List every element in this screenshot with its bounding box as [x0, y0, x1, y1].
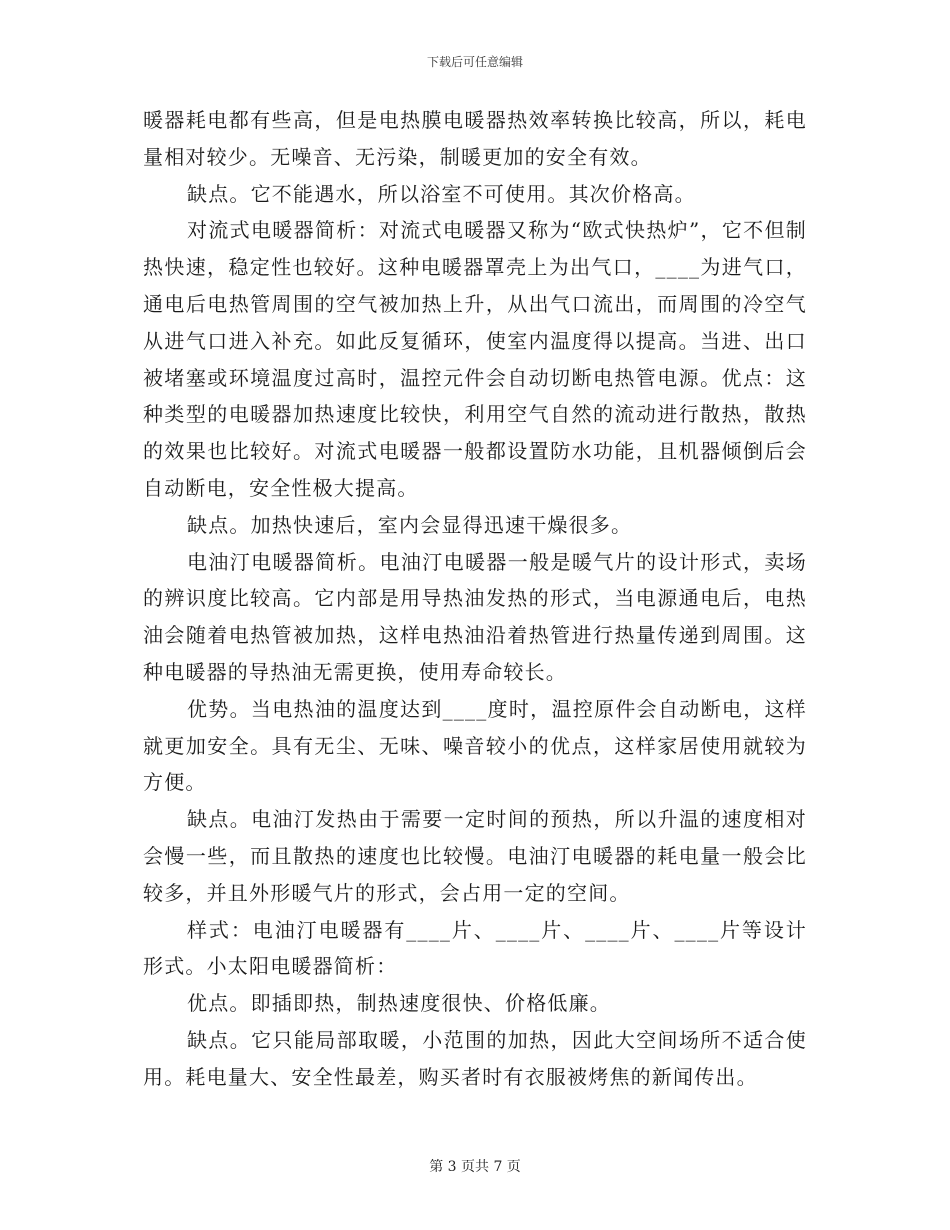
paragraph: 缺点。它不能遇水，所以浴室不可使用。其次价格高。 [187, 181, 696, 206]
paragraph: 优势。当电热油的温度达到____度时，温控原件会自动断电，这样就更加安全。具有无尘、无味、噪音较小的优点，这样家居使用就较为方便。 [143, 696, 807, 795]
paragraph: 样式：电油汀电暖器有____片、____片、____片、____片等设计形式。小太阳电暖器简析： [143, 917, 807, 979]
paragraph: 缺点。电油汀发热由于需要一定时间的预热，所以升温的速度相对会慢一些，而且散热的速度也比较慢。电油汀电暖器的耗电量一般会比较多，并且外形暖气片的形式，会占用一定的空间。 [143, 807, 807, 905]
paragraph: 缺点。加热快速后，室内会显得迅速干燥很多。 [187, 512, 633, 537]
page-header: 下载后可任意编辑 [426, 55, 523, 69]
page-footer: 第 3 页共 7 页 [429, 1159, 521, 1175]
document-body [143, 102, 807, 1096]
paragraph: 对流式电暖器简析：对流式电暖器又称为“欧式快热炉”，它不但制热快速，稳定性也较好。这种电暖器罩壳上为出气口，____为进气口，通电后电热管周围的空气被加热上升，从出气口流出，而周围的冷空气从进气口进入补充。如此反复循环，使室内温度得以提高。当进、出口被堵塞或环境温度过高时，温控元件会自动切断电热管电源。优点：这种类型的电暖器加热速度比较快，利用空气自然的流动进行散热，散热的效果也比较好。对流式电暖器一般都设置防水功能，且机器倾倒后会自动断电，安全性极大提高。 [143, 218, 807, 500]
paragraph: 暖器耗电都有些高，但是电热膜电暖器热效率转换比较高，所以，耗电量相对较少。无噪音、无污染，制暖更加的安全有效。 [143, 108, 807, 169]
paragraph: 缺点。它只能局部取暖，小范围的加热，因此大空间场所不适合使用。耗电量大、安全性最差，购买者时有衣服被烤焦的新闻传出。 [143, 1027, 807, 1089]
paragraph: 优点。即插即热，制热速度很快、价格低廉。 [187, 991, 611, 1016]
paragraph: 电油汀电暖器简析。电油汀电暖器一般是暖气片的设计形式，卖场的辨识度比较高。它内部是用导热油发热的形式，当电源通电后，电热油会随着电热管被加热，这样电热油沿着热管进行热量传递到周围。这种电暖器的导热油无需更换，使用寿命较长。 [143, 549, 807, 684]
